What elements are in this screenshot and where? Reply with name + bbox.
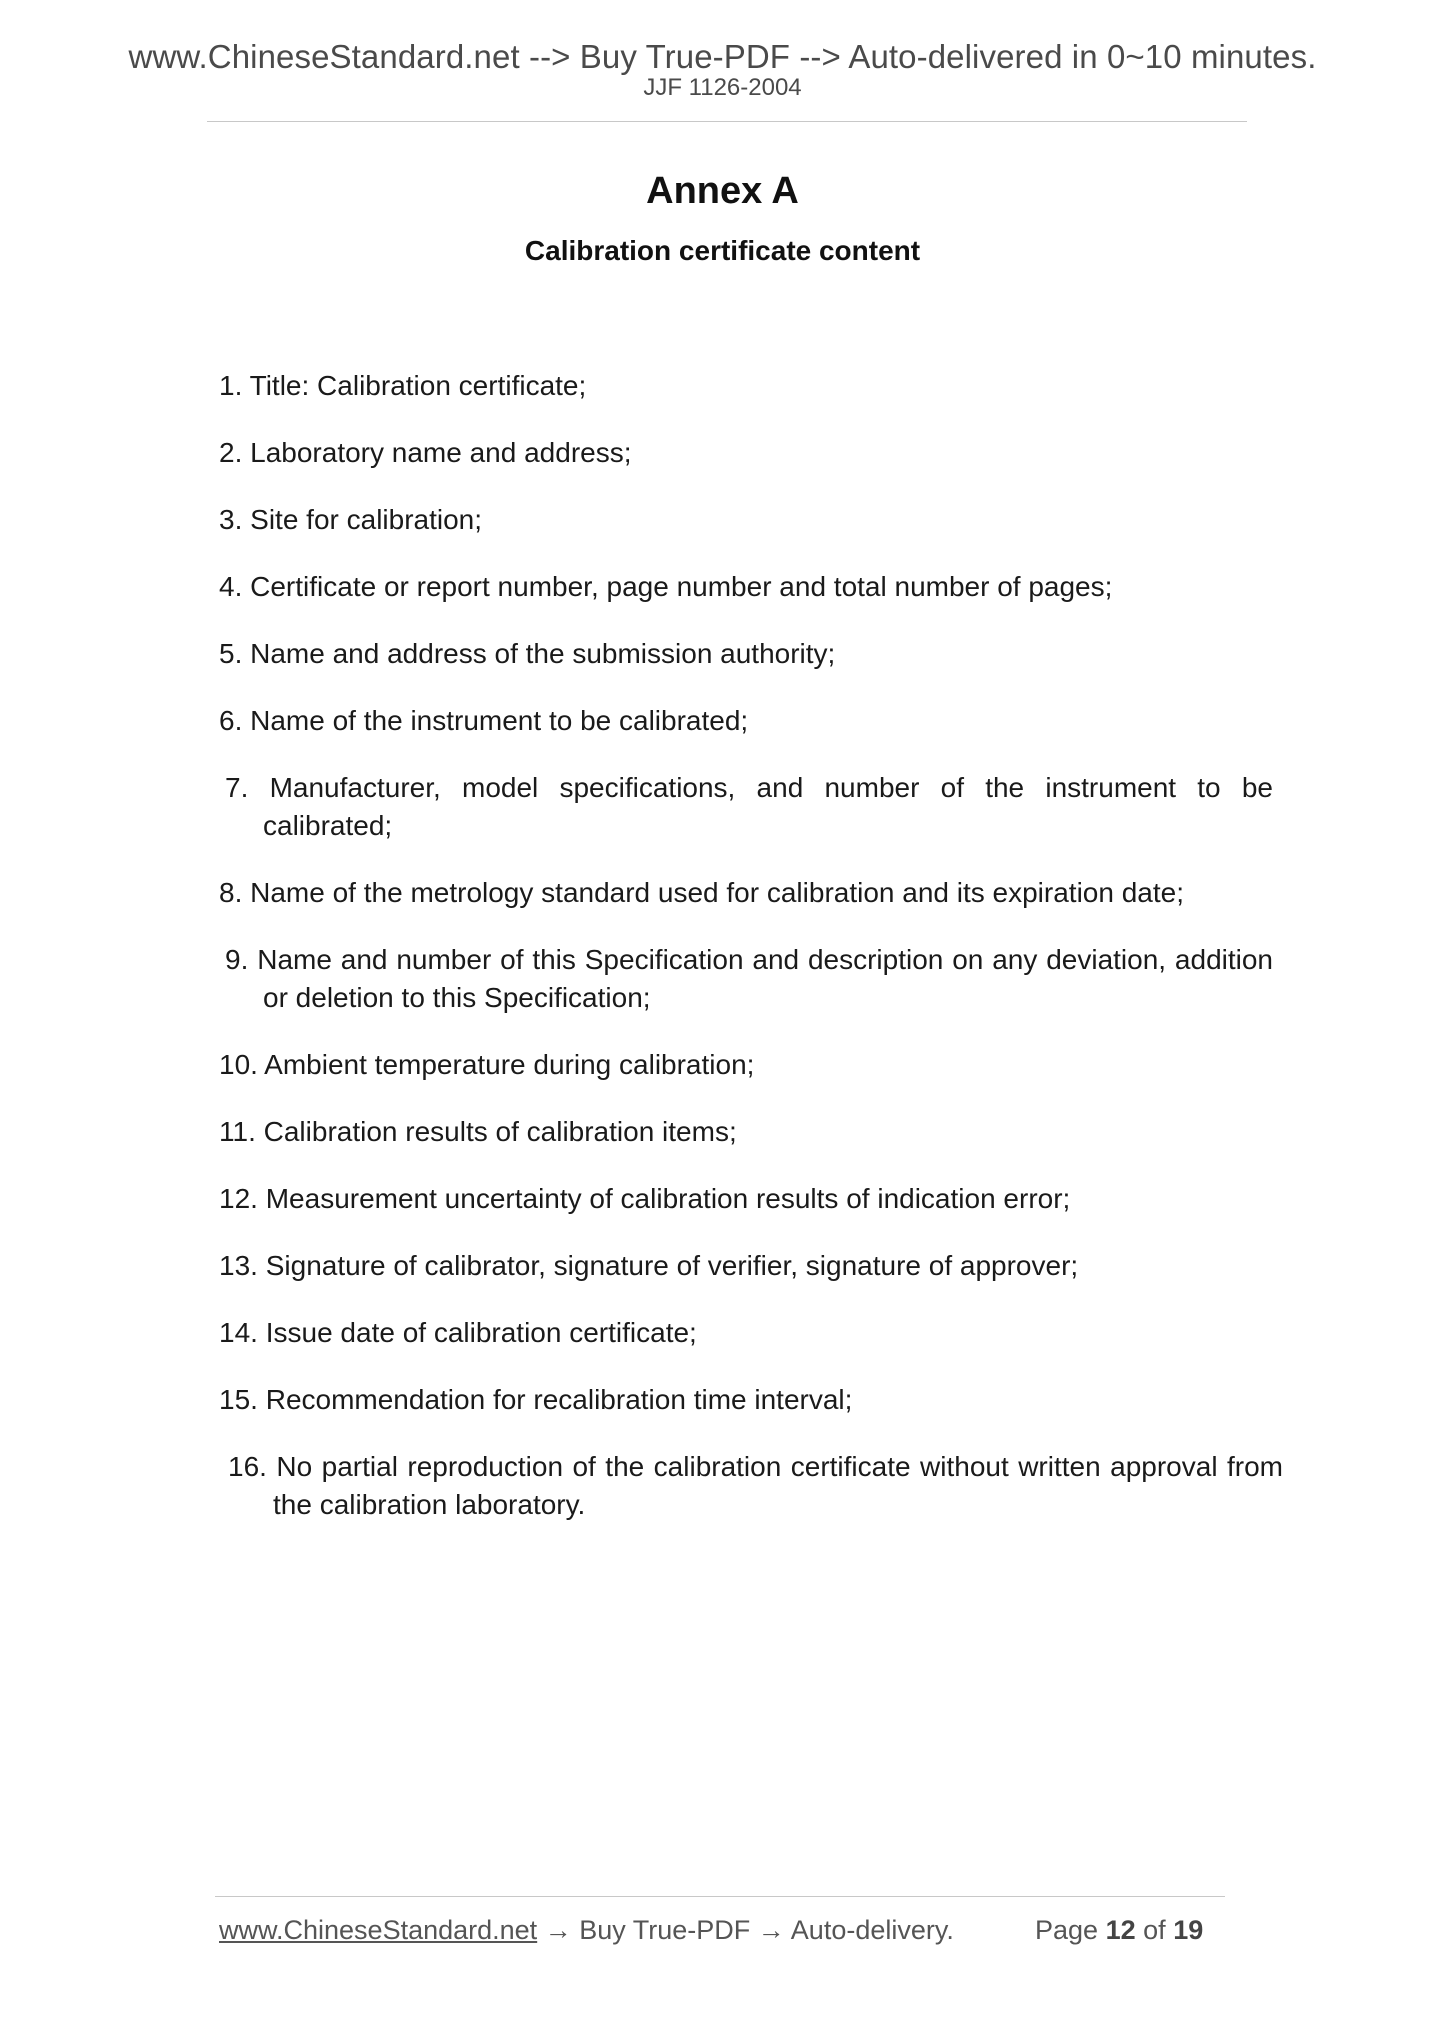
list-item-text: Certificate or report number, page number and total number of pages;	[250, 571, 1113, 602]
list-item-text: No partial reproduction of the calibration certificate without written approval from the calibration laboratory.	[273, 1451, 1283, 1520]
list-item-text: Issue date of calibration certificate;	[265, 1317, 697, 1348]
list-item	[219, 769, 1273, 845]
list-item-number: 9.	[225, 944, 249, 975]
footer-site-link[interactable]: www.ChineseStandard.net	[219, 1915, 538, 1945]
list-item	[219, 434, 1229, 472]
list-item	[219, 941, 1273, 1017]
annex-title: Annex A	[646, 170, 799, 212]
list-item-text: Signature of calibrator, signature of verifier, signature of approver;	[265, 1250, 1079, 1281]
list-item-number: 3.	[219, 504, 243, 535]
list-item-number: 4.	[219, 571, 243, 602]
list-item-number: 1.	[219, 370, 243, 401]
document-code: JJF 1126-2004	[643, 74, 802, 101]
list-item	[219, 1247, 1229, 1285]
list-item	[219, 1113, 1229, 1151]
list-item-number: 8.	[219, 877, 243, 908]
page-total: 19	[1173, 1915, 1204, 1945]
list-item	[219, 501, 1229, 539]
list-item-number: 13.	[219, 1250, 258, 1281]
list-item-number: 15.	[219, 1384, 258, 1415]
list-item-number: 7.	[225, 772, 249, 803]
list-item-text: Name and address of the submission authority;	[250, 638, 836, 669]
list-item	[219, 1046, 1229, 1084]
footer-promo	[219, 1915, 954, 1946]
annex-subtitle: Calibration certificate content	[524, 235, 921, 266]
list-item-text: Calibration results of calibration items;	[263, 1116, 737, 1147]
list-item-text: Title: Calibration certificate;	[249, 370, 587, 401]
list-item-text: Name of the metrology standard used for calibration and its expiration date;	[250, 877, 1184, 908]
list-item-number: 6.	[219, 705, 243, 736]
list-item	[219, 1314, 1229, 1352]
header-divider	[207, 121, 1247, 122]
list-item-text: Name of the instrument to be calibrated;	[250, 705, 749, 736]
list-item	[219, 568, 1229, 606]
list-item-number: 10.	[219, 1049, 258, 1080]
list-item	[219, 635, 1229, 673]
arrow-right-icon: →	[544, 1915, 572, 1945]
header-banner: www.ChineseStandard.net --> Buy True-PDF --> Auto-delivered in 0~10 minutes.	[128, 38, 1317, 75]
list-item-number: 12.	[219, 1183, 258, 1214]
list-item-text: Recommendation for recalibration time interval;	[265, 1384, 853, 1415]
list-item-text: Laboratory name and address;	[250, 437, 632, 468]
list-item	[219, 874, 1229, 912]
page-of-label: of	[1143, 1915, 1166, 1945]
list-item	[219, 1180, 1229, 1218]
page-current: 12	[1105, 1915, 1136, 1945]
list-item-number: 14.	[219, 1317, 258, 1348]
page-indicator	[1035, 1915, 1203, 1946]
list-item-number: 2.	[219, 437, 243, 468]
list-item-text: Measurement uncertainty of calibration results of indication error;	[265, 1183, 1071, 1214]
footer-delivery-text: Auto-delivery.	[790, 1915, 954, 1945]
page-label: Page	[1035, 1915, 1099, 1945]
list-item	[219, 1381, 1229, 1419]
footer-divider	[215, 1896, 1225, 1897]
list-item-text: Site for calibration;	[250, 504, 483, 535]
footer-buy-text: Buy True-PDF	[579, 1915, 751, 1945]
list-item-text: Manufacturer, model specifications, and number of the instrument to be calibrated;	[263, 772, 1273, 841]
list-item-number: 11.	[219, 1116, 256, 1147]
list-item-number: 16.	[228, 1451, 267, 1482]
list-item	[219, 367, 1229, 405]
list-item	[219, 702, 1229, 740]
list-item-text: Name and number of this Specification and description on any deviation, addition or deletion to this Specification;	[257, 944, 1274, 1013]
list-item	[219, 1448, 1283, 1524]
list-item-text: Ambient temperature during calibration;	[264, 1049, 755, 1080]
list-item-number: 5.	[219, 638, 243, 669]
arrow-right-icon: →	[757, 1915, 785, 1945]
